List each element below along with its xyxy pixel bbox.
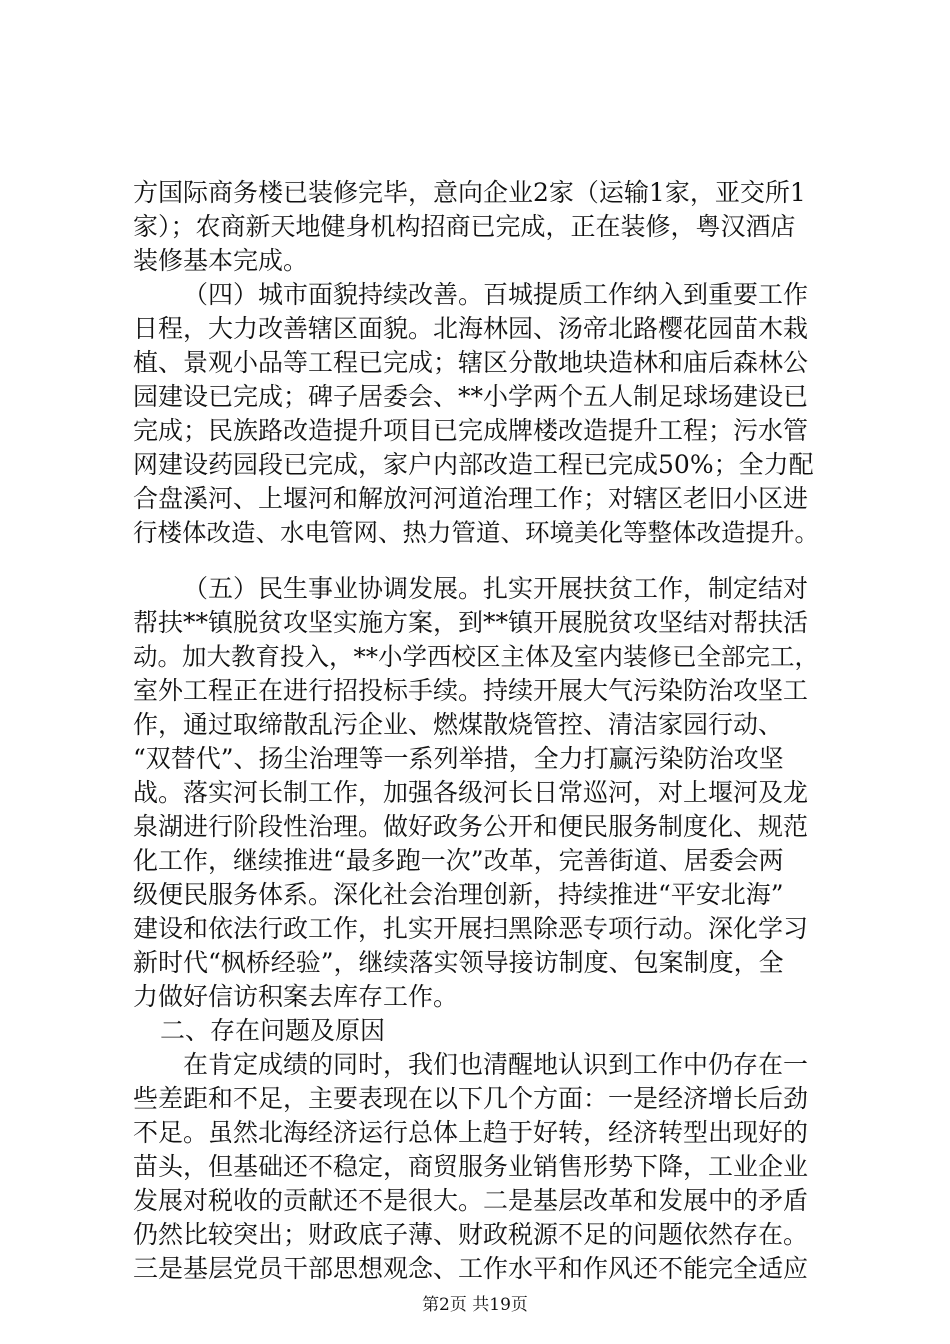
body-line: 不足。虽然北海经济运行总体上趋于好转，经济转型出现好的 <box>133 1118 809 1147</box>
body-line: 帮扶**镇脱贫攻坚实施方案，到**镇开展脱贫攻坚结对帮扶活 <box>133 608 809 637</box>
body-line: 仍然比较突出；财政底子薄、财政税源不足的问题依然存在。 <box>133 1220 809 1249</box>
body-line: 园建设已完成；碑子居委会、**小学两个五人制足球场建设已 <box>133 382 809 411</box>
body-line: 苗头，但基础还不稳定，商贸服务业销售形势下降，工业企业 <box>133 1152 809 1181</box>
body-line: 新时代“枫桥经验”，继续落实领导接访制度、包案制度，全 <box>133 948 784 977</box>
body-line: 日程，大力改善辖区面貌。北海林园、汤帝北路樱花园苗木栽 <box>133 314 809 343</box>
body-line: 植、景观小品等工程已完成；辖区分散地块造林和庙后森林公 <box>133 348 809 377</box>
section-five-heading-line: （五）民生事业协调发展。扎实开展扶贫工作，制定结对 <box>183 574 809 603</box>
body-line: 战。落实河长制工作，加强各级河长日常巡河，对上堰河及龙 <box>133 778 809 807</box>
body-line: 建设和依法行政工作，扎实开展扫黑除恶专项行动。深化学习 <box>133 914 809 943</box>
body-line: 在肯定成绩的同时，我们也清醒地认识到工作中仍存在一 <box>183 1050 809 1079</box>
body-line: 作，通过取缔散乱污企业、燃煤散烧管控、清洁家园行动、 <box>133 710 784 739</box>
body-line: 装修基本完成。 <box>133 246 309 275</box>
body-line: 方国际商务楼已装修完毕，意向企业2家（运输1家，亚交所1 <box>133 178 806 207</box>
body-line: 力做好信访积案去库存工作。 <box>133 982 459 1011</box>
body-line: 动。加大教育投入，**小学西校区主体及室内装修已全部完工， <box>133 642 819 671</box>
body-line: 级便民服务体系。深化社会治理创新，持续推进“平安北海” <box>133 880 784 909</box>
body-line: 泉湖进行阶段性治理。做好政务公开和便民服务制度化、规范 <box>133 812 809 841</box>
body-line: 室外工程正在进行招投标手续。持续开展大气污染防治攻坚工 <box>133 676 809 705</box>
body-line: 行楼体改造、水电管网、热力管道、环境美化等整体改造提升。 <box>133 518 819 547</box>
page-number-footer: 第2页 共19页 <box>422 1295 528 1315</box>
body-line: 些差距和不足，主要表现在以下几个方面：一是经济增长后劲 <box>133 1084 809 1113</box>
body-line: 家）；农商新天地健身机构招商已完成，正在装修，粤汉酒店 <box>133 212 796 241</box>
body-line: 化工作，继续推进“最多跑一次”改革，完善街道、居委会两 <box>133 846 784 875</box>
section-heading-problems: 二、存在问题及原因 <box>160 1016 386 1045</box>
body-line: “双替代”、扬尘治理等一系列举措，全力打赢污染防治攻坚 <box>133 744 784 773</box>
body-line: 合盘溪河、上堰河和解放河河道治理工作；对辖区老旧小区进 <box>133 484 809 513</box>
body-line: 完成；民族路改造提升项目已完成牌楼改造提升工程；污水管 <box>133 416 809 445</box>
body-line: 三是基层党员干部思想观念、工作水平和作风还不能完全适应 <box>133 1254 809 1283</box>
section-four-heading-line: （四）城市面貌持续改善。百城提质工作纳入到重要工作 <box>183 280 809 309</box>
body-line: 网建设药园段已完成，家户内部改造工程已完成50%；全力配 <box>133 450 814 479</box>
body-line: 发展对税收的贡献还不是很大。二是基层改革和发展中的矛盾 <box>133 1186 809 1215</box>
